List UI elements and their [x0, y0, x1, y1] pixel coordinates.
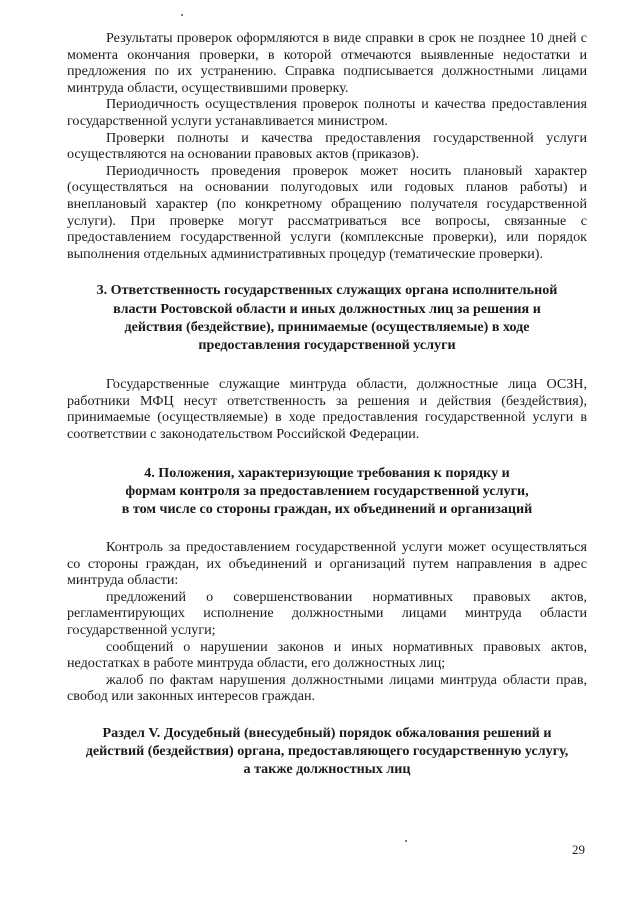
section-3-heading-line: власти Ростовской области и иных должностных лиц за решения и: [113, 300, 541, 317]
section-5-heading-line: а также должностных лиц: [243, 761, 411, 778]
section-4-heading-line: формам контроля за предоставлением государственной услуги,: [125, 482, 529, 499]
section-3-heading-line: действия (бездействие), принимаемые (осуществляемые) в ходе: [124, 318, 530, 335]
section-5-heading: [67, 724, 587, 779]
section-3-heading-line: предоставления государственной услуги: [198, 336, 456, 353]
paragraph-inspection-types: Периодичность проведения проверок может носить плановый характер (осуществляться на основании полугодовых или годовых планов работы) и внеплановый характер (по конкретному обращению получателя государственной услуги). При проверке могут рассматриваться все вопросы, связанные с предоставлением государственной услуги (комплексные проверки), или порядок выполнения отдельных административных процедур (тематические проверки).: [67, 162, 587, 262]
section-3-heading-line: 3. Ответственность государственных служащих органа исполнительной: [96, 282, 558, 299]
scan-speck: [405, 840, 407, 842]
section-4-heading-line: в том числе со стороны граждан, их объединений и организаций: [121, 500, 533, 517]
scan-speck: [181, 14, 183, 16]
paragraph-complaints: жалоб по фактам нарушения должностными лицами минтруда области прав, свобод или законных интересов граждан.: [67, 671, 587, 705]
paragraph-inspection-frequency: Периодичность осуществления проверок полноты и качества предоставления государственной услуги устанавливается министром.: [67, 96, 587, 129]
paragraph-reports: сообщений о нарушении законов и иных нормативных правовых актов, недостатках в работе минтруда области, его должностных лиц;: [67, 638, 587, 672]
section-5-heading-line: Раздел V. Досудебный (внесудебный) порядок обжалования решений и: [102, 725, 552, 742]
page-number: 29: [572, 842, 585, 857]
paragraph-proposals: предложений о совершенствовании нормативных правовых актов, регламентирующих исполнение должностными лицами минтруда области государственной услуги;: [67, 588, 587, 639]
paragraph-citizen-control: Контроль за предоставлением государственной услуги может осуществляться со стороны граждан, их объединений и организаций путем направления в адрес минтруда области:: [67, 539, 587, 589]
paragraph-responsibility: Государственные служащие минтруда области, должностные лица ОСЗН, работники МФЦ несут ответственность за решения и действия (бездействия), принимаемые (осуществляемые) в ходе предоставления государственной услуги в соответствии с законодательством Российской Федерации.: [67, 376, 587, 442]
section-3-heading: [67, 281, 587, 354]
section-5-heading-line: действий (бездействия) органа, предоставляющего государственную услугу,: [85, 743, 569, 760]
paragraph-inspection-report: Результаты проверок оформляются в виде справки в срок не позднее 10 дней с момента окончания проверки, в которой отмечаются выявленные недостатки и предложения по их устранению. Справка подписывается должностными лицами минтруда области, осуществившими проверку.: [67, 30, 587, 96]
section-4-heading-line: 4. Положения, характеризующие требования к порядку и: [144, 464, 510, 481]
section-4-heading: [67, 464, 587, 519]
paragraph-inspection-basis: Проверки полноты и качества предоставления государственной услуги осуществляются на основании правовых актов (приказов).: [67, 129, 587, 163]
document-page: [67, 30, 587, 779]
